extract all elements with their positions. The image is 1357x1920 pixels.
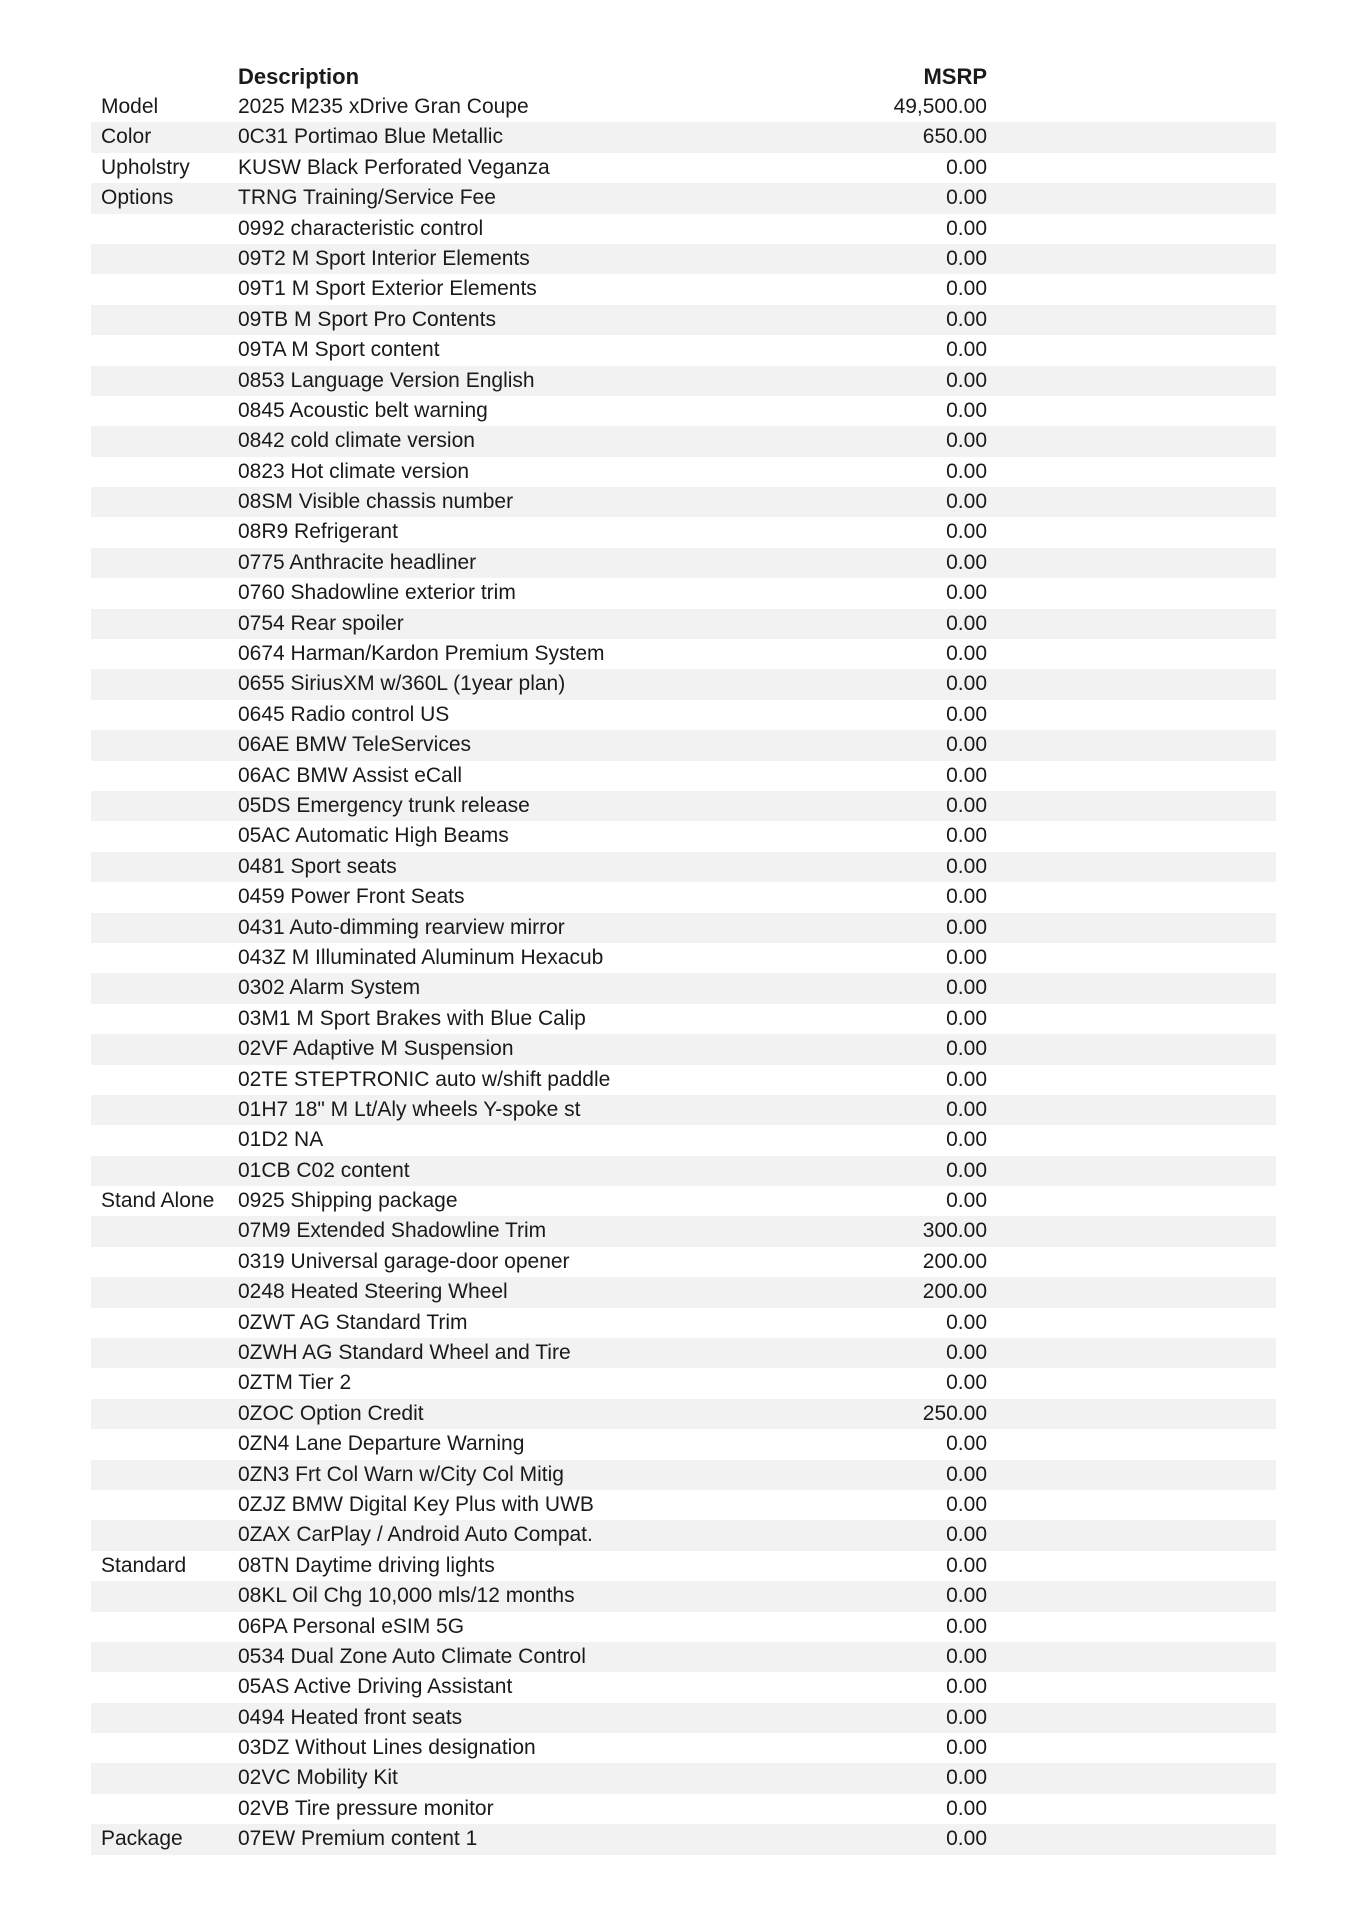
table-row (91, 487, 1276, 517)
row-msrp: 0.00 (946, 216, 987, 240)
table-row (91, 183, 1276, 213)
row-msrp: 0.00 (946, 824, 987, 848)
row-msrp: 0.00 (946, 1827, 987, 1851)
row-description: 09T1 M Sport Exterior Elements (238, 277, 537, 301)
row-description: 0ZOC Option Credit (238, 1401, 424, 1425)
table-row (91, 1186, 1276, 1216)
description-column-header: Description (238, 64, 360, 89)
table-row (91, 122, 1276, 152)
row-description: 0925 Shipping package (238, 1189, 458, 1213)
row-msrp: 0.00 (946, 1341, 987, 1365)
row-msrp: 0.00 (946, 854, 987, 878)
row-description: 0674 Harman/Kardon Premium System (238, 642, 605, 666)
row-description: 07M9 Extended Shadowline Trim (238, 1219, 547, 1243)
row-description: 09T2 M Sport Interior Elements (238, 246, 530, 270)
row-description: 0655 SiriusXM w/360L (1year plan) (238, 672, 566, 696)
msrp-column-header: MSRP (923, 64, 987, 89)
row-description: 2025 M235 xDrive Gran Coupe (238, 95, 529, 118)
msrp-sheet (91, 62, 1276, 1855)
row-description: 08SM Visible chassis number (238, 490, 514, 514)
table-row (91, 244, 1276, 274)
row-description: 0754 Rear spoiler (238, 611, 404, 635)
row-description: 0853 Language Version English (238, 368, 535, 392)
row-msrp: 0.00 (946, 733, 987, 757)
row-description: 0431 Auto-dimming rearview mirror (238, 915, 565, 939)
row-msrp: 0.00 (946, 368, 987, 392)
row-msrp: 0.00 (946, 1128, 987, 1152)
row-msrp: 0.00 (946, 186, 987, 210)
table-row (91, 274, 1276, 304)
row-msrp: 0.00 (946, 1705, 987, 1729)
row-description: 05AS Active Driving Assistant (238, 1675, 513, 1699)
row-category: Model (101, 95, 159, 118)
row-description: 0534 Dual Zone Auto Climate Control (238, 1644, 586, 1668)
row-msrp: 0.00 (946, 246, 987, 270)
row-description: 0C31 Portimao Blue Metallic (238, 125, 503, 149)
table-row (91, 1763, 1276, 1793)
row-msrp: 0.00 (946, 520, 987, 544)
row-description: 0992 characteristic control (238, 216, 484, 240)
row-description: 08TN Daytime driving lights (238, 1553, 495, 1577)
row-description: 0248 Heated Steering Wheel (238, 1280, 508, 1304)
row-description: 0ZAX CarPlay / Android Auto Compat. (238, 1523, 593, 1547)
table-row (91, 1733, 1276, 1763)
table-row (91, 1277, 1276, 1307)
row-description: 0ZWT AG Standard Trim (238, 1310, 468, 1334)
row-msrp: 200.00 (922, 1280, 987, 1304)
row-msrp: 0.00 (946, 398, 987, 422)
table-row (91, 1156, 1276, 1186)
table-row (91, 1065, 1276, 1095)
table-row (91, 1642, 1276, 1672)
row-msrp: 0.00 (946, 1523, 987, 1547)
table-row (91, 366, 1276, 396)
row-description: 01CB C02 content (238, 1158, 410, 1182)
row-msrp: 0.00 (946, 1553, 987, 1577)
row-msrp: 650.00 (922, 125, 987, 149)
table-row (91, 1703, 1276, 1733)
table-row (91, 1551, 1276, 1581)
table-row (91, 335, 1276, 365)
row-msrp: 0.00 (946, 611, 987, 635)
row-description: 01D2 NA (238, 1128, 324, 1152)
table-row (91, 669, 1276, 699)
table-row (91, 639, 1276, 669)
table-row (91, 1216, 1276, 1246)
row-description: 0842 cold climate version (238, 429, 475, 453)
row-description: 0ZWH AG Standard Wheel and Tire (238, 1341, 571, 1365)
row-category: Package (101, 1827, 183, 1851)
row-description: 0302 Alarm System (238, 976, 421, 1000)
row-description: 0ZN4 Lane Departure Warning (238, 1432, 525, 1456)
table-row (91, 426, 1276, 456)
row-msrp: 0.00 (946, 642, 987, 666)
row-description: 0ZTM Tier 2 (238, 1371, 352, 1395)
row-msrp: 0.00 (946, 1796, 987, 1820)
row-msrp: 0.00 (946, 1584, 987, 1608)
row-description: 0ZJZ BMW Digital Key Plus with UWB (238, 1492, 594, 1516)
row-msrp: 0.00 (946, 490, 987, 514)
row-msrp: 0.00 (946, 763, 987, 787)
row-msrp: 0.00 (946, 550, 987, 574)
table-row (91, 1520, 1276, 1550)
table-row (91, 92, 1276, 122)
table-row (91, 153, 1276, 183)
row-description: KUSW Black Perforated Veganza (238, 155, 550, 179)
row-category: Standard (101, 1553, 187, 1577)
table-row (91, 578, 1276, 608)
row-msrp: 300.00 (922, 1219, 987, 1243)
table-row (91, 913, 1276, 943)
row-category: Color (101, 125, 152, 149)
row-msrp: 0.00 (946, 459, 987, 483)
row-msrp: 250.00 (922, 1401, 987, 1425)
row-description: 05AC Automatic High Beams (238, 824, 509, 848)
row-description: 03DZ Without Lines designation (238, 1736, 536, 1760)
table-row (91, 1004, 1276, 1034)
row-msrp: 0.00 (946, 429, 987, 453)
row-description: 0823 Hot climate version (238, 459, 470, 483)
row-msrp: 49,500.00 (893, 95, 987, 118)
row-description: 02VF Adaptive M Suspension (238, 1037, 514, 1061)
row-description: 0459 Power Front Seats (238, 885, 465, 909)
row-msrp: 0.00 (946, 1736, 987, 1760)
table-row (91, 1460, 1276, 1490)
table-header (91, 62, 1276, 92)
row-msrp: 0.00 (946, 915, 987, 939)
table-row (91, 1672, 1276, 1702)
row-msrp: 0.00 (946, 155, 987, 179)
row-category: Options (101, 186, 174, 210)
table-row (91, 730, 1276, 760)
table-row (91, 1824, 1276, 1854)
table-row (91, 1338, 1276, 1368)
row-description: 01H7 18" M Lt/Aly wheels Y-spoke st (238, 1097, 581, 1121)
row-msrp: 0.00 (946, 672, 987, 696)
row-description: 043Z M Illuminated Aluminum Hexacub (238, 945, 604, 969)
table-row (91, 1612, 1276, 1642)
table-row (91, 396, 1276, 426)
table-row (91, 1368, 1276, 1398)
row-msrp: 0.00 (946, 1067, 987, 1091)
table-row (91, 457, 1276, 487)
table-row (91, 943, 1276, 973)
option-list (91, 92, 1276, 1855)
row-description: 07EW Premium content 1 (238, 1827, 478, 1851)
row-description: 06PA Personal eSIM 5G (238, 1614, 465, 1638)
row-description: 0481 Sport seats (238, 854, 397, 878)
row-msrp: 0.00 (946, 885, 987, 909)
row-msrp: 0.00 (946, 945, 987, 969)
row-description: 06AE BMW TeleServices (238, 733, 472, 757)
row-msrp: 0.00 (946, 1432, 987, 1456)
table-row (91, 761, 1276, 791)
row-description: 02VB Tire pressure monitor (238, 1796, 494, 1820)
row-msrp: 0.00 (946, 581, 987, 605)
row-msrp: 0.00 (946, 1006, 987, 1030)
row-description: 08KL Oil Chg 10,000 mls/12 months (238, 1584, 575, 1608)
row-msrp: 0.00 (946, 1462, 987, 1486)
table-row (91, 1490, 1276, 1520)
row-description: 09TB M Sport Pro Contents (238, 307, 496, 331)
row-description: 02VC Mobility Kit (238, 1766, 398, 1790)
row-msrp: 0.00 (946, 1037, 987, 1061)
table-row (91, 1247, 1276, 1277)
table-row (91, 1308, 1276, 1338)
table-row (91, 1399, 1276, 1429)
table-row (91, 1581, 1276, 1611)
table-row (91, 1429, 1276, 1459)
table-row (91, 973, 1276, 1003)
table-row (91, 1095, 1276, 1125)
row-description: 08R9 Refrigerant (238, 520, 398, 544)
table-row (91, 609, 1276, 639)
row-category: Stand Alone (101, 1189, 215, 1213)
table-row (91, 305, 1276, 335)
row-msrp: 0.00 (946, 1097, 987, 1121)
row-msrp: 0.00 (946, 976, 987, 1000)
table-row (91, 1034, 1276, 1064)
row-msrp: 0.00 (946, 1675, 987, 1699)
row-description: 0494 Heated front seats (238, 1705, 463, 1729)
row-msrp: 0.00 (946, 1310, 987, 1334)
table-row (91, 852, 1276, 882)
row-description: 0845 Acoustic belt warning (238, 398, 488, 422)
row-description: TRNG Training/Service Fee (238, 186, 496, 210)
row-msrp: 0.00 (946, 793, 987, 817)
row-msrp: 0.00 (946, 702, 987, 726)
row-description: 05DS Emergency trunk release (238, 793, 530, 817)
row-description: 02TE STEPTRONIC auto w/shift paddle (238, 1067, 611, 1091)
table-row (91, 882, 1276, 912)
row-msrp: 0.00 (946, 307, 987, 331)
row-msrp: 0.00 (946, 277, 987, 301)
table-row (91, 791, 1276, 821)
table-row (91, 1125, 1276, 1155)
table-row (91, 1794, 1276, 1824)
table-row (91, 548, 1276, 578)
row-description: 0319 Universal garage-door opener (238, 1249, 570, 1273)
row-msrp: 0.00 (946, 1644, 987, 1668)
table-row (91, 700, 1276, 730)
row-description: 0645 Radio control US (238, 702, 450, 726)
row-category: Upholstry (101, 155, 190, 179)
row-msrp: 200.00 (922, 1249, 987, 1273)
table-row (91, 517, 1276, 547)
row-description: 09TA M Sport content (238, 338, 440, 362)
row-msrp: 0.00 (946, 1492, 987, 1516)
table-row (91, 821, 1276, 851)
row-description: 0ZN3 Frt Col Warn w/City Col Mitig (238, 1462, 564, 1486)
row-msrp: 0.00 (946, 1614, 987, 1638)
row-msrp: 0.00 (946, 338, 987, 362)
row-msrp: 0.00 (946, 1371, 987, 1395)
table-row (91, 214, 1276, 244)
row-msrp: 0.00 (946, 1189, 987, 1213)
row-description: 0775 Anthracite headliner (238, 550, 477, 574)
row-description: 0760 Shadowline exterior trim (238, 581, 516, 605)
row-description: 06AC BMW Assist eCall (238, 763, 463, 787)
row-msrp: 0.00 (946, 1766, 987, 1790)
row-msrp: 0.00 (946, 1158, 987, 1182)
row-description: 03M1 M Sport Brakes with Blue Calip (238, 1006, 586, 1030)
